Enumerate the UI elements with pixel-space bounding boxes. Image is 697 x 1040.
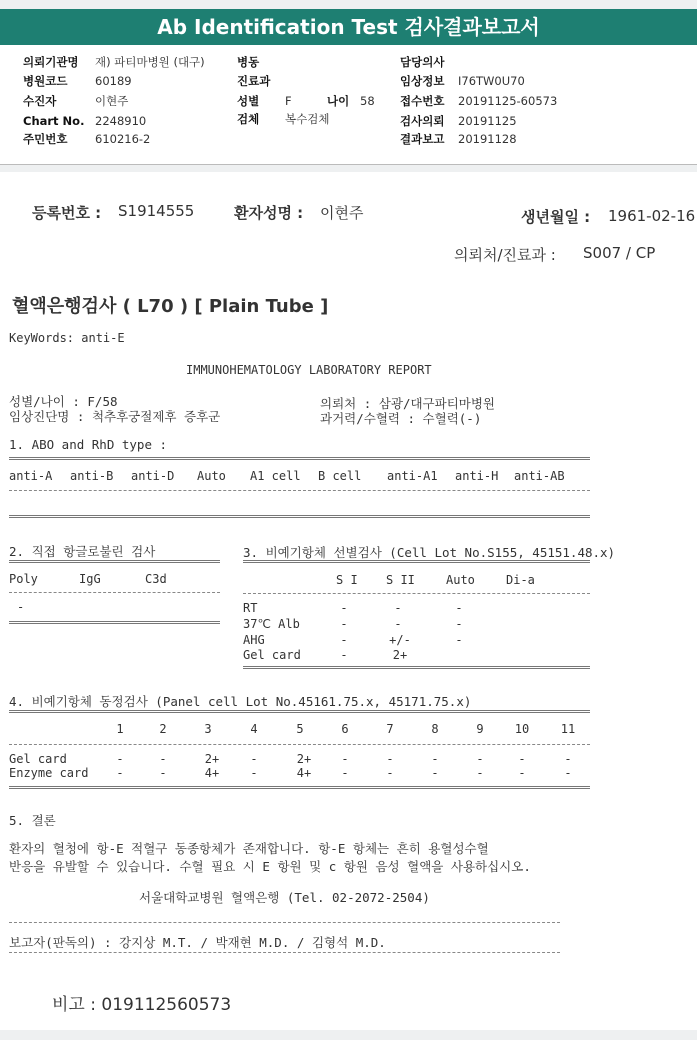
screen-cell: - [340,601,348,615]
value-receipt-no: 20191125-60573 [458,94,558,108]
value-specimen: 복수검체 [285,112,330,126]
test-title: 혈액은행검사 ( L70 ) [ Plain Tube ] [12,296,329,317]
screen-cell: - [340,633,348,647]
lab-report-title: IMMUNOHEMATOLOGY LABORATORY REPORT [186,363,432,377]
referral: S007 / CP [583,244,656,262]
value-chart-no: 2248910 [95,114,147,128]
label-chart-no: Chart No. [23,114,85,128]
value-institution: 재) 파티마병원 (대구) [95,55,205,69]
panel-cell: - [341,766,349,780]
abo-header: anti-AB [514,469,565,483]
value-report-date: 20191128 [458,132,517,146]
panel-row-label: Gel card [9,752,67,766]
screen-mid-rule [243,593,590,594]
conclusion-title: 5. 결론 [9,813,56,828]
panel-header: 10 [514,722,530,736]
panel-cell: - [116,766,124,780]
referral-label: 의뢰처/진료과 : [454,246,556,264]
panel-cell: - [431,752,439,766]
dat-mid-rule [9,592,220,593]
abo-header: anti-B [70,469,114,483]
screen-cell: - [340,648,348,662]
panel-cell: 4+ [204,766,220,780]
abo-header: anti-A [9,469,53,483]
panel-section-title: 4. 비예기항체 동정검사 (Panel cell Lot No.45161.75.x, 45171.75.x) [9,694,472,709]
screen-top-rule [243,560,590,563]
panel-cell: - [159,766,167,780]
panel-header: 3 [204,722,212,736]
panel-cell: - [386,766,394,780]
panel-cell: - [250,752,258,766]
panel-top-rule [9,710,590,713]
screen-section-title: 3. 비예기항체 선별검사 (Cell Lot No.S155, 45151.48.x) [243,545,616,560]
label-resident-no: 주민번호 [23,132,68,146]
sex-age: 성별/나이 : F/58 [9,394,118,409]
remark: 비고 : 019112560573 [52,995,232,1015]
dat-header: IgG [79,572,101,586]
label-hospital-code: 병원코드 [23,74,68,88]
screen-row-label: RT [243,601,258,615]
screen-header: S I [336,573,358,587]
screen-row-label: 37℃ Alb [243,617,300,631]
abo-header: A1 cell [250,469,301,483]
label-receipt-no: 접수번호 [400,94,445,108]
report-document [0,172,697,1030]
screen-row-label: AHG [243,633,265,647]
screen-bottom-rule [243,666,590,669]
patient-name: 이현주 [320,204,364,222]
panel-row-label: Enzyme card [9,766,89,780]
patient-name-label: 환자성명 : [234,204,304,222]
panel-cell: 2+ [296,752,312,766]
screen-cell: - [394,601,402,615]
panel-cell: - [431,766,439,780]
screen-cell: +/- [389,633,411,647]
abo-header: B cell [318,469,362,483]
screen-cell: - [455,633,463,647]
value-clinical-info: I76TW0U70 [458,74,525,88]
label-institution: 의뢰기관명 [23,55,79,69]
label-report-date: 결과보고 [400,132,445,146]
clinical-diagnosis: 임상진단명 : 척추후궁절제후 증후군 [9,409,221,424]
abo-top-rule [9,457,590,460]
reporters: 보고자(판독의) : 강지상 M.T. / 박재현 M.D. / 김형석 M.D. [9,935,386,950]
dob-label: 생년월일 : [521,208,591,226]
screen-cell: 2+ [392,648,408,662]
panel-header: 9 [476,722,484,736]
panel-cell: - [476,752,484,766]
dat-header: C3d [145,572,167,586]
hospital-contact: 서울대학교병원 혈액은행 (Tel. 02-2072-2504) [139,890,430,905]
panel-header: 2 [159,722,167,736]
panel-header: 6 [341,722,349,736]
panel-cell: - [116,752,124,766]
panel-cell: - [564,752,572,766]
screen-cell: - [455,617,463,631]
label-sex: 성별 [237,94,260,108]
panel-header: 5 [296,722,304,736]
panel-header: 11 [560,722,576,736]
referrer: 의뢰처 : 삼광/대구파티마병원 [320,396,496,411]
label-clinical-info: 임상정보 [400,74,445,88]
dat-top-rule [9,560,220,563]
keywords: KeyWords: anti-E [9,331,125,345]
dat-value: - [17,600,25,614]
conclusion-line-2: 반응을 유발할 수 있습니다. 수혈 필요 시 E 항원 및 c 항원 음성 혈액을 사용하십시오. [9,859,531,874]
value-hospital-code: 60189 [95,74,132,88]
reg-no: S1914555 [118,202,195,220]
screen-cell: - [455,601,463,615]
panel-header: 7 [386,722,394,736]
value-request-date: 20191125 [458,114,517,128]
screen-header: S II [386,573,415,587]
screen-header: Di-a [506,573,535,587]
abo-bottom-rule [9,515,590,518]
label-patient: 수진자 [23,94,57,108]
panel-cell: - [159,752,167,766]
label-physician: 담당의사 [400,55,445,69]
value-patient: 이현주 [95,94,129,108]
value-age: 58 [360,94,375,108]
panel-cell: - [476,766,484,780]
screen-cell: - [394,617,402,631]
panel-bottom-rule [9,786,590,789]
panel-header: 4 [250,722,258,736]
abo-mid-rule [9,490,590,491]
panel-cell: 2+ [204,752,220,766]
conclusion-line-1: 환자의 혈청에 항-E 적혈구 동종항체가 존재합니다. 항-E 항체는 흔히 용혈성수혈 [9,841,489,856]
abo-header: anti-A1 [387,469,438,483]
dat-bottom-rule [9,621,220,624]
panel-header: 1 [116,722,124,736]
value-resident-no: 610216-2 [95,132,151,146]
screen-header: Auto [446,573,475,587]
reg-no-label: 등록번호 : [32,204,102,222]
dob: 1961-02-16 [608,207,696,225]
panel-cell: - [564,766,572,780]
label-department: 진료과 [237,74,271,88]
panel-cell: - [386,752,394,766]
label-request-date: 검사의뢰 [400,114,445,128]
panel-mid-rule [9,744,590,745]
reporter-bottom-rule [9,952,560,953]
label-specimen: 검체 [237,112,260,126]
abo-section-title: 1. ABO and RhD type : [9,437,168,452]
panel-cell: 4+ [296,766,312,780]
panel-cell: - [518,752,526,766]
label-ward: 병동 [237,55,260,69]
dat-header: Poly [9,572,38,586]
panel-cell: - [250,766,258,780]
panel-cell: - [518,766,526,780]
dat-section-title: 2. 직접 항글로불린 검사 [9,544,156,559]
abo-header: anti-D [131,469,175,483]
screen-cell: - [340,617,348,631]
label-age: 나이 [327,94,350,108]
panel-header: 8 [431,722,439,736]
report-title: Ab Identification Test 검사결과보고서 [0,9,697,45]
header-info [0,45,697,165]
transfusion-history: 과거력/수혈력 : 수혈력(-) [320,411,482,426]
screen-row-label: Gel card [243,648,301,662]
panel-cell: - [341,752,349,766]
abo-header: anti-H [455,469,499,483]
reporter-top-rule [9,922,560,923]
value-sex: F [285,94,292,108]
abo-header: Auto [197,469,226,483]
